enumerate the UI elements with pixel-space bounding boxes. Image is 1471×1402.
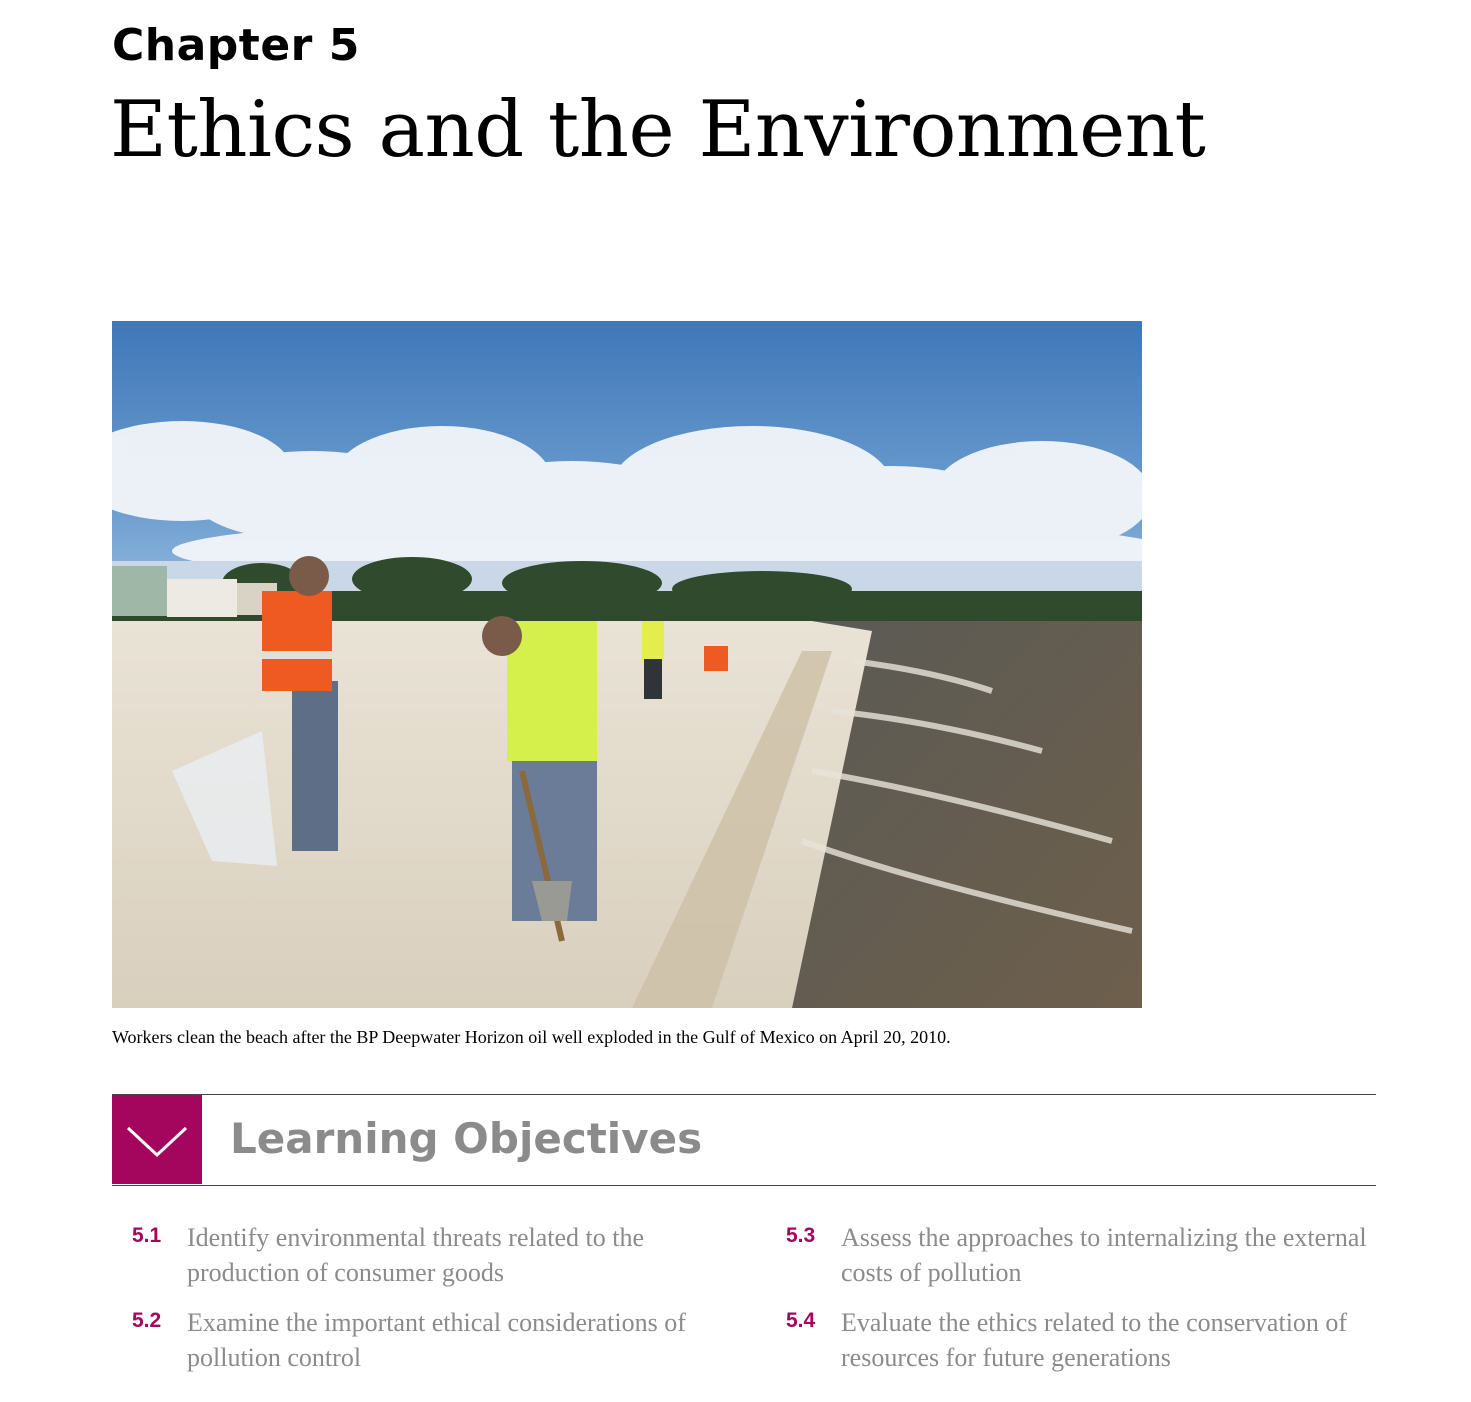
objective-text: Evaluate the ethics related to the conservation of resources for future generations xyxy=(841,1308,1348,1372)
objective-text: Examine the important ethical considerations of pollution control xyxy=(187,1308,686,1372)
learning-objectives-icon-box xyxy=(112,1095,202,1184)
learning-objectives-heading: Learning Objectives xyxy=(230,1114,703,1163)
objective-number: 5.2 xyxy=(132,1309,162,1332)
beach-cleanup-photo xyxy=(112,321,1142,1008)
objective-text: Identify environmental threats related to the production of consumer goods xyxy=(187,1223,644,1287)
objective-text: Assess the approaches to internalizing the external costs of pollution xyxy=(841,1223,1367,1287)
objective-number: 5.1 xyxy=(132,1224,162,1247)
chevron-down-icon xyxy=(112,1095,202,1184)
learning-objectives-banner xyxy=(112,1094,1376,1186)
objective-number: 5.3 xyxy=(786,1224,816,1247)
chapter-label: Chapter 5 xyxy=(112,20,360,71)
photo-caption: Workers clean the beach after the BP Deepwater Horizon oil well exploded in the Gulf of Mexico on April 20, 2010. xyxy=(112,1027,951,1047)
objective-number: 5.4 xyxy=(786,1309,816,1332)
chapter-title: Ethics and the Environment xyxy=(110,85,1206,175)
